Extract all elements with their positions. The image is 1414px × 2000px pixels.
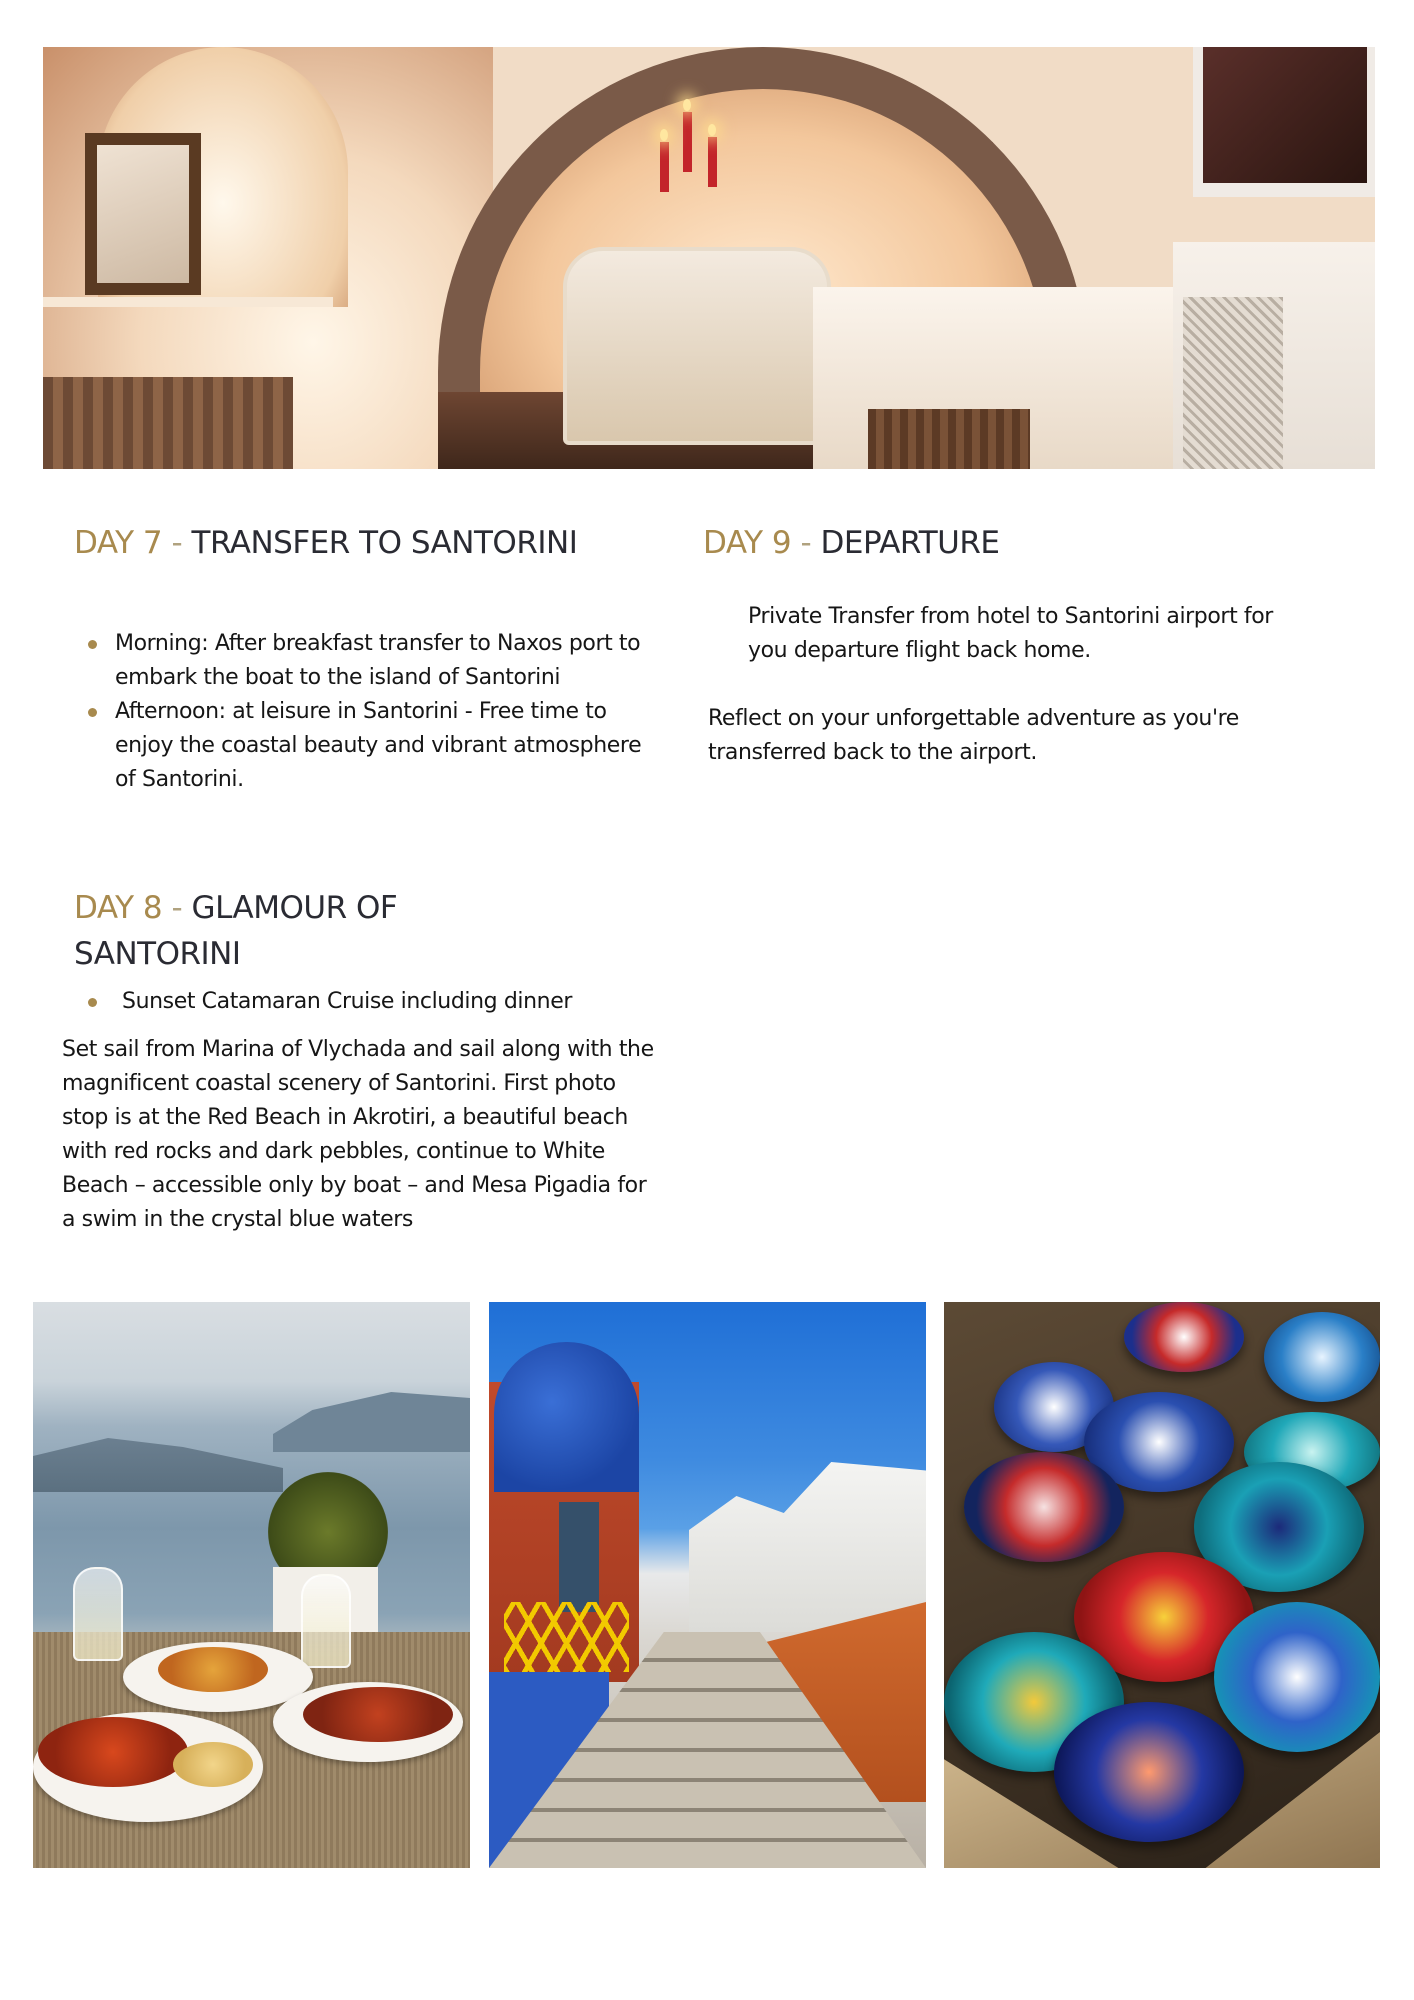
day8-title: GLAMOUR OF SANTORINI (74, 890, 398, 972)
list-item-text: Sunset Catamaran Cruise including dinner (122, 989, 572, 1014)
photo-island (273, 1392, 470, 1452)
photo-mirror (85, 133, 201, 295)
flame-icon (683, 99, 691, 111)
day7-heading (74, 520, 577, 566)
day9-label: DAY 9 (703, 525, 792, 561)
hotel-room-photo (43, 47, 1375, 469)
day9-title: DEPARTURE (820, 525, 1000, 561)
photo-basket (43, 377, 293, 469)
dinner-photo (33, 1302, 470, 1868)
day7-activity-list (88, 627, 648, 797)
photo-bowl (1214, 1602, 1380, 1752)
photo-island (33, 1432, 283, 1492)
photo-shelf (43, 297, 333, 307)
photo-rice (173, 1742, 253, 1787)
list-item-text: Morning: After breakfast transfer to Naxos port to embark the boat to the island of Santorini (115, 631, 641, 690)
day7-label: DAY 7 (74, 525, 163, 561)
photo-yellow-railing (504, 1602, 629, 1672)
photo-bed (563, 247, 831, 445)
heading-separator: - (162, 525, 192, 561)
candle-icon (683, 112, 692, 172)
photo-cabinet-grille (1183, 297, 1283, 469)
oia-street-photo (489, 1302, 926, 1868)
candle-icon (708, 137, 717, 187)
photo-food (158, 1647, 268, 1692)
candle-icon (660, 142, 669, 192)
photo-white-houses (689, 1462, 926, 1632)
wine-glass-icon (301, 1574, 351, 1668)
photo-blue-dome (494, 1342, 639, 1492)
list-item-text: Afternoon: at leisure in Santorini - Free time to enjoy the coastal beauty and vibrant atmosphere of Santorini. (115, 699, 642, 792)
day9-reflect-text: Reflect on your unforgettable adventure as you're transferred back to the airport. (708, 706, 1239, 765)
list-item (88, 627, 648, 695)
photo-lobster (38, 1717, 188, 1787)
flame-icon (708, 124, 716, 136)
photo-tv (1193, 47, 1375, 197)
photo-bowl (1264, 1312, 1380, 1402)
photo-bowl (964, 1452, 1124, 1562)
wine-glass-icon (73, 1567, 123, 1661)
day8-activity-list (88, 985, 648, 1019)
heading-separator: - (162, 890, 192, 926)
bullet-icon (88, 640, 97, 649)
photo-chest (868, 409, 1030, 469)
list-item (88, 695, 648, 797)
day7-title: TRANSFER TO SANTORINI (191, 525, 578, 561)
list-item (88, 985, 648, 1019)
photo-bowl (1124, 1302, 1244, 1372)
bullet-icon (88, 998, 97, 1007)
photo-food (303, 1687, 453, 1742)
ceramic-bowls-photo (944, 1302, 1380, 1868)
bullet-icon (88, 708, 97, 717)
day8-heading (74, 885, 514, 977)
day9-transfer-text: Private Transfer from hotel to Santorini airport for you departure flight back home. (748, 604, 1273, 663)
day8-description: Set sail from Marina of Vlychada and sail along with the magnificent coastal scenery of Santorini. First photo stop is at the Red Beach in Akrotiri, a beautiful beach with red rocks and dark pebbles, continue to White Beach – accessible only by boat – and Mesa Pigadia for a swim in the crystal blue waters (62, 1037, 654, 1232)
day8-label: DAY 8 (74, 890, 163, 926)
day9-heading (703, 520, 999, 566)
flame-icon (660, 129, 668, 141)
photo-bowl (1054, 1702, 1244, 1842)
photo-door (559, 1502, 599, 1612)
heading-separator: - (791, 525, 821, 561)
